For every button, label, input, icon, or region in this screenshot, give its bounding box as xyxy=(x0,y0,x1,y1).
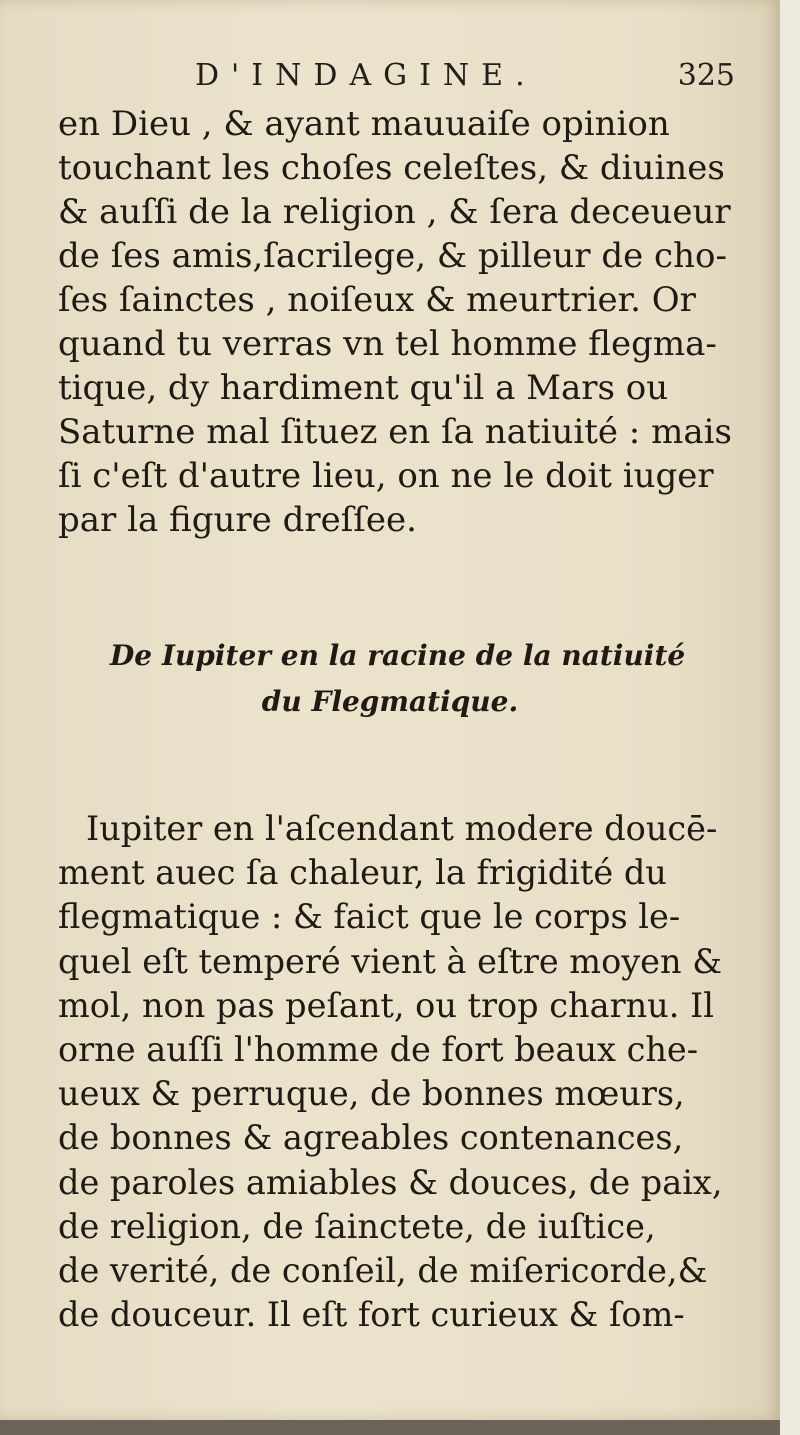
text-line: de douceur. Il eſt fort curieux & ſom- xyxy=(58,1295,685,1335)
text-line: par la figure dreſſee. xyxy=(58,500,417,540)
text-line: mol, non pas peſant, ou trop charnu. Il xyxy=(58,985,714,1025)
text-line: flegmatique : & faict que le corps le- xyxy=(58,897,681,937)
text-line: ment auec ſa chaleur, la frigidité du xyxy=(58,853,667,893)
section-heading xyxy=(110,633,686,725)
text-line: ſes ſainctes , noiſeux & meurtrier. Or xyxy=(58,280,696,320)
text-line: touchant les choſes celeſtes, & diuines xyxy=(58,148,725,188)
page-number: 325 xyxy=(677,58,735,93)
text-line: de paroles amiables & douces, de paix, xyxy=(58,1162,723,1202)
text-line: ueux & perruque, de bonnes mœurs, xyxy=(58,1074,685,1114)
text-line: de bonnes & agreables contenances, xyxy=(58,1118,684,1158)
running-head: D'INDAGINE. xyxy=(195,58,537,93)
text-line: de religion, de ſainctete, de iuſtice, xyxy=(58,1206,656,1246)
page-header xyxy=(195,58,735,98)
text-line: quel eſt temperé vient à eſtre moyen & xyxy=(58,941,723,981)
text-line: Iupiter en l'aſcendant modere doucē- xyxy=(86,809,718,848)
text-line: Saturne mal ſituez en ſa natiuité : mais xyxy=(58,412,732,452)
text-line: tique, dy hardiment qu'il a Mars ou xyxy=(58,368,669,408)
text-line: de ſes amis,ſacrilege, & pilleur de cho- xyxy=(58,236,727,276)
page-edge xyxy=(780,0,800,1435)
text-line: & auſſi de la religion , & ſera deceueur xyxy=(58,192,731,232)
text-line: orne auſſi l'homme de fort beaux che- xyxy=(58,1030,699,1070)
paragraph-1 xyxy=(58,102,738,542)
text-line: ſi c'eſt d'autre lieu, on ne le doit iuger xyxy=(58,456,714,496)
text-line: de verité, de conſeil, de miſericorde,& xyxy=(58,1251,708,1291)
paragraph-2 xyxy=(58,807,738,1337)
text-line: quand tu verras vn tel homme flegma- xyxy=(58,324,717,364)
heading-line: du Flegmatique. xyxy=(261,685,519,718)
heading-line: De Iupiter en la racine de la natiuité xyxy=(110,639,686,672)
text-line: en Dieu , & ayant mauuaiſe opinion xyxy=(58,104,670,144)
